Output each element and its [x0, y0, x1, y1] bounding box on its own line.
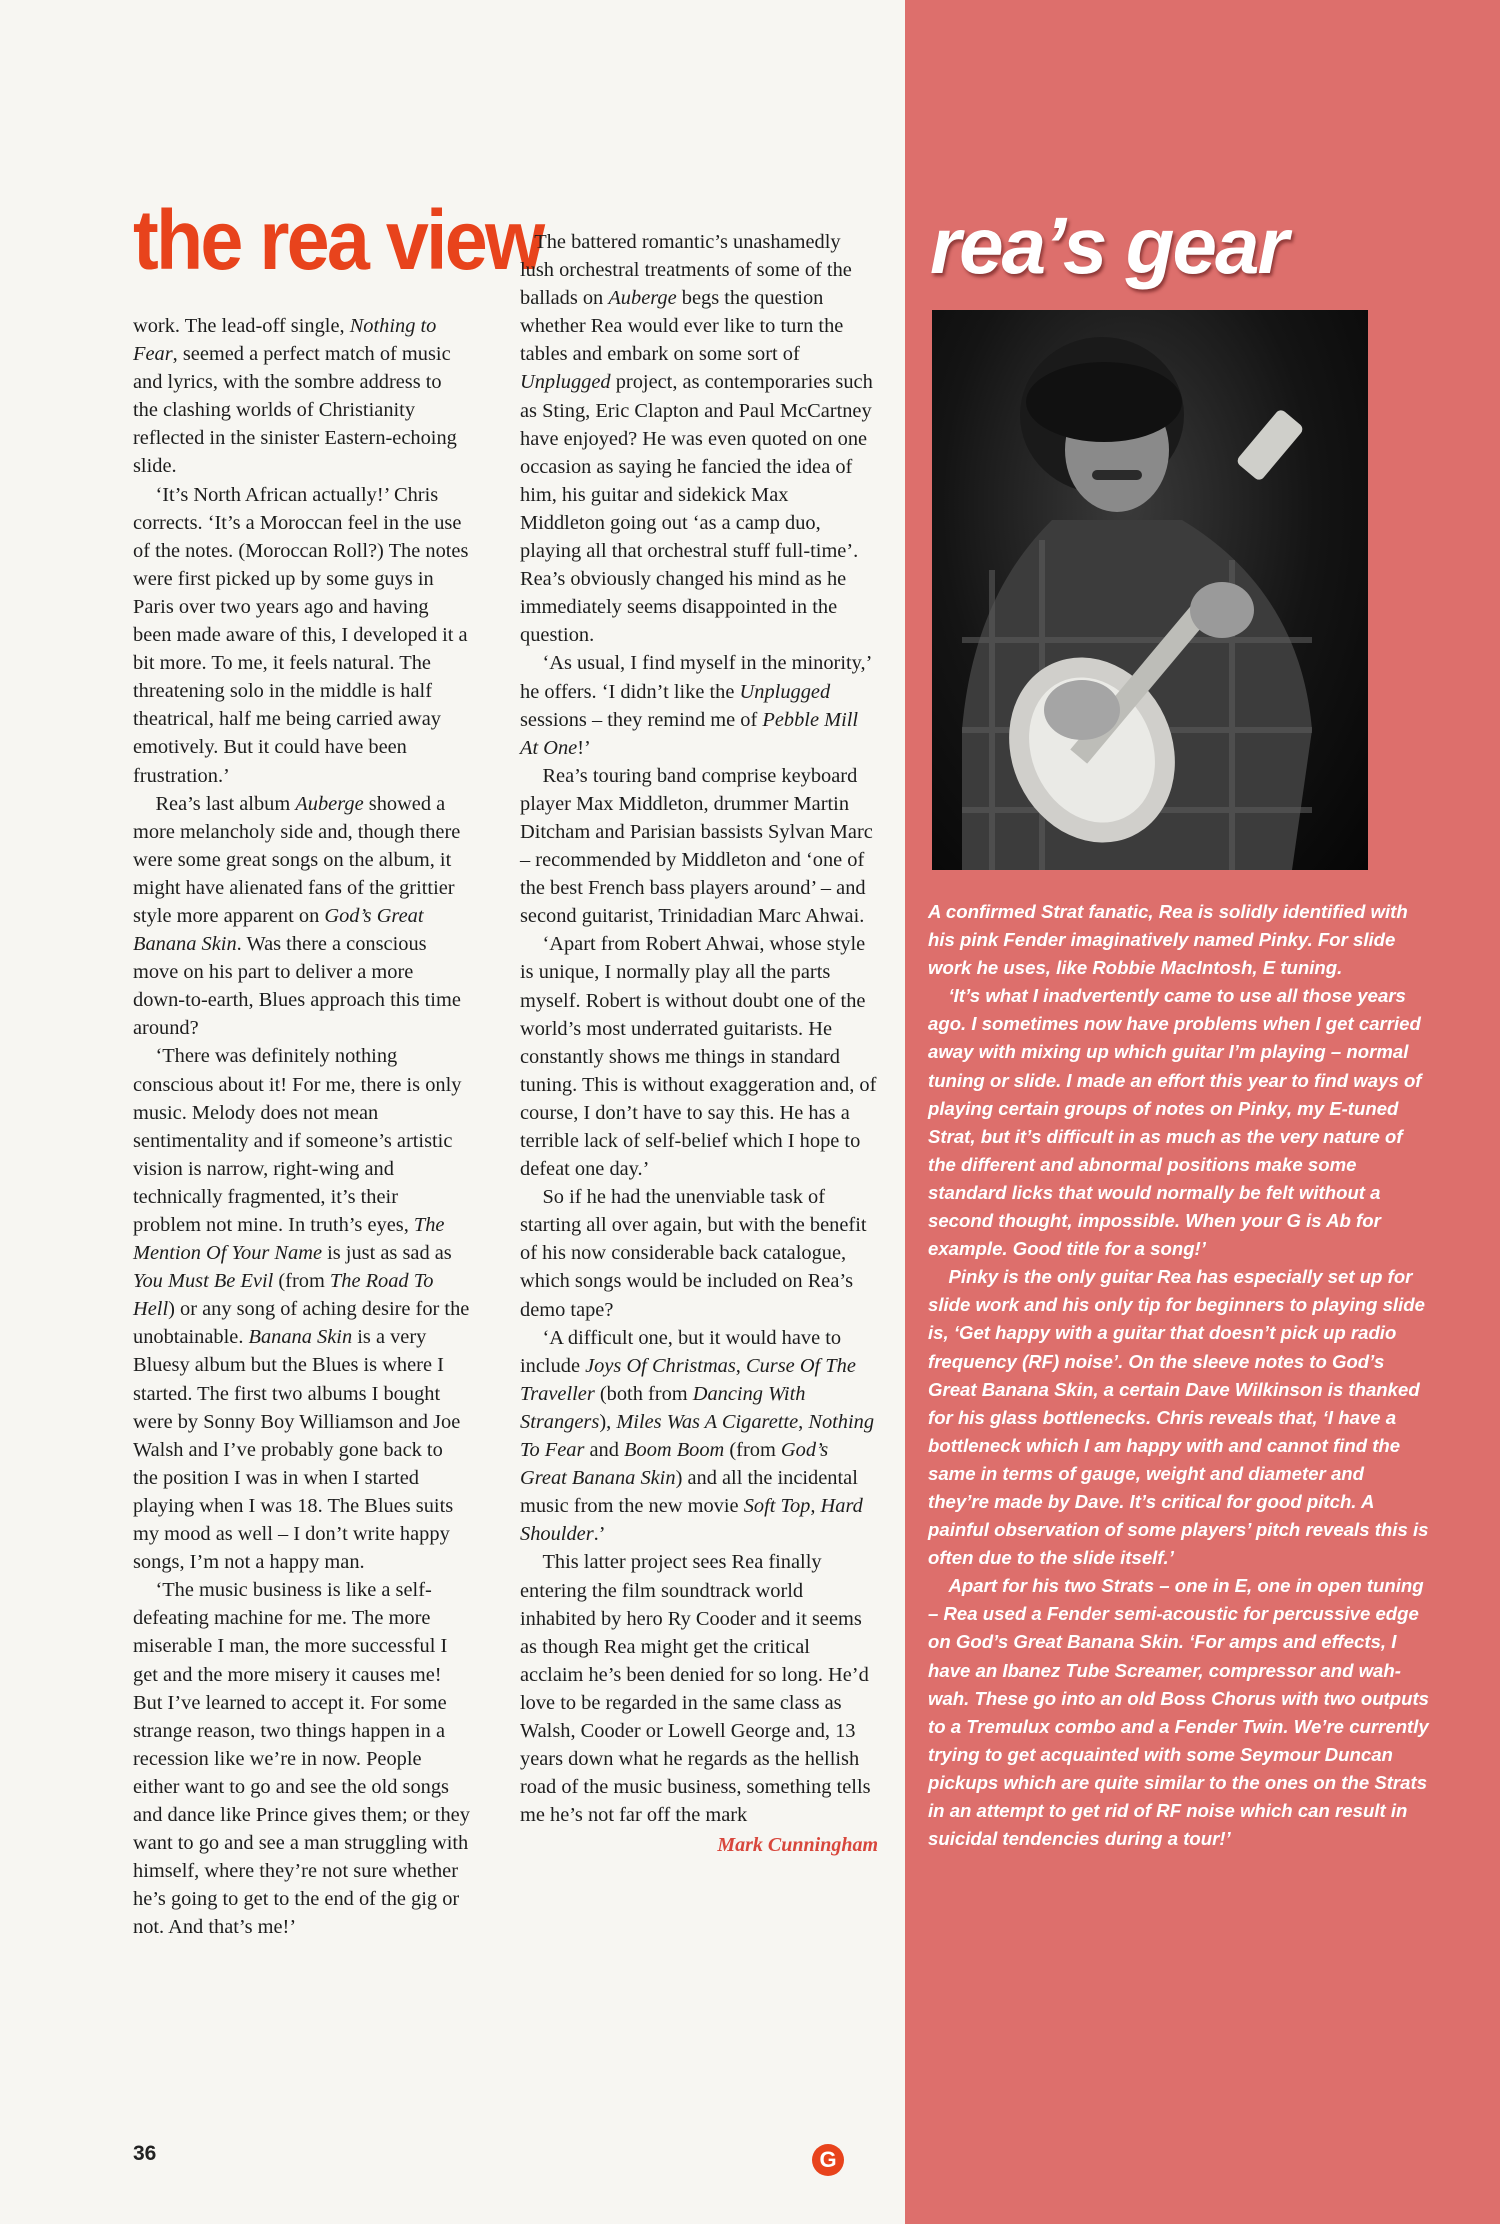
paragraph: ‘There was definitely nothing conscious about it! For me, there is only music. Melody does not mean sentimentality and if someone’s artistic vision is narrow, right-wing and technically fragmented, it’s their problem not mine. In truth’s eyes, The Mention Of Your Name is just as sad as You Must Be Evil (from The Road To Hell) or any song of aching desire for the unobtainable. Banana Skin is a very Bluesy album but the Blues is where I started. The first two albums I bought were by Sonny Boy Williamson and Joe Walsh and I’ve probably gone back to the position I was in when I started playing when I was 18. The Blues suits my mood as well – I don’t write happy songs, I’m not a happy man. [133, 1045, 470, 1574]
italic-title: Auberge [295, 792, 364, 815]
italic-title: Pebble Mill At One [520, 708, 859, 759]
paragraph: ‘Apart from Robert Ahwai, whose style is unique, I normally play all the parts myself. Robert is without doubt one of the world’s most underrated guitarists. He constantly shows me things in standard tuning. This is without exaggeration and, of course, I don’t have to say this. He has a terrible lack of self-belief which I hope to defeat one day.’ [520, 933, 877, 1181]
italic-title: God’s Great Banana Skin [520, 1439, 829, 1490]
paragraph: This latter project sees Rea finally entering the film soundtrack world inhabited by hero Ry Cooder and it seems as though Rea might get the critical acclaim he’s been denied for so long. He’d love to be regarded in the same class as Walsh, Cooder or Lowell George and, 13 years down what he regards as the hellish road of the music business, something tells me he’s not far off the mark [520, 1551, 871, 1827]
guitarist-photo-icon [932, 310, 1368, 870]
sidebar-paragraph: A confirmed Strat fanatic, Rea is solidly identified with his pink Fender imaginatively named Pinky. For slide work he uses, like Robbie MacIntosh, E tuning. [928, 901, 1408, 979]
paragraph: Rea’s touring band comprise keyboard player Max Middleton, drummer Martin Ditcham and Parisian bassists Sylvan Marc – recommended by Middleton and ‘one of the best French bass players around’ – and second guitarist, Trinidadian Marc Ahwai. [520, 764, 873, 928]
magazine-logo-icon: G [812, 2144, 844, 2176]
article-column-2 [520, 228, 878, 1859]
paragraph: Rea’s last album Auberge showed a more melancholy side and, though there were some great songs on the album, it might have alienated fans of the grittier style more apparent on God’s Great Banana Skin. Was there a conscious move on his part to deliver a more down-to-earth, Blues approach this time around? [133, 792, 461, 1040]
sidebar-paragraph: Pinky is the only guitar Rea has especially set up for slide work and his only tip for beginners to playing slide is, ‘Get happy with a guitar that doesn’t pick up radio frequency (RF) noise’. On the sleeve notes to God’s Great Banana Skin, a certain Dave Wilkinson is thanked for his glass bottlenecks. Chris reveals that, ‘I have a bottleneck which I am happy with and cannot find the same in terms of gauge, weight and diameter and they’re made by Dave. It’s critical for good pitch. A painful observation of some players’ pitch reveals this is often due to the slide itself.’ [928, 1266, 1429, 1569]
italic-title: Auberge [608, 287, 677, 310]
paragraph: ‘As usual, I find myself in the minority,’ he offers. ‘I didn’t like the Unplugged sessions – they remind me of Pebble Mill At One!’ [520, 652, 871, 759]
italic-title: Miles Was A Cigarette [616, 1410, 799, 1433]
italic-title: Banana Skin [248, 1326, 353, 1349]
paragraph: The battered romantic’s unashamedly lush orchestral treatments of some of the ballads on Auberge begs the question whether Rea would ever like to turn the tables and embark on some sort of Unplugged project, as contemporaries such as Sting, Eric Clapton and Paul McCartney have enjoyed? He was even quoted on one occasion as saying he fancied the idea of him, his guitar and sidekick Max Middleton going out ‘as a camp duo, playing all that orchestral stuff full-time’. Rea’s obviously changed his mind as he immediately seems disappointed in the question. [520, 231, 873, 647]
italic-title: Boom Boom [624, 1439, 725, 1462]
article-title: the rea view [133, 193, 543, 287]
paragraph: ‘It’s North African actually!’ Chris corrects. ‘It’s a Moroccan feel in the use of the notes. (Moroccan Roll?) The notes were first picked up by some guys in Paris over two years ago and having been made aware of this, I developed it a bit more. To me, it feels natural. The threatening solo in the middle is half theatrical, half me being carried away emotively. But it could have been frustration.’ [133, 483, 469, 787]
paragraph: ‘A difficult one, but it would have to include Joys Of Christmas, Curse Of The Traveller (both from Dancing With Strangers), Miles Was A Cigarette, Nothing To Fear and Boom Boom (from God’s Great Banana Skin) and all the incidental music from the new movie Soft Top, Hard Shoulder.’ [520, 1326, 875, 1546]
italic-title: God’s Great Banana Skin [133, 904, 424, 956]
italic-title: Curse Of The Traveller [520, 1354, 856, 1405]
author-byline: Mark Cunningham [717, 1834, 878, 1857]
italic-title: Nothing to Fear [133, 315, 437, 366]
page-number: 36 [133, 2142, 157, 2165]
italic-title: You Must Be Evil [133, 1270, 274, 1293]
sidebar-body [928, 898, 1430, 1853]
italic-title: Joys Of Christmas [585, 1354, 736, 1377]
italic-title: The Road To Hell [133, 1270, 434, 1321]
sidebar-paragraph: ‘It’s what I inadvertently came to use all those years ago. I sometimes now have problems when I get carried away with mixing up which guitar I’m playing – normal tuning or slide. I made an effort this year to find ways of playing certain groups of notes on Pinky, my E-tuned Strat, but it’s difficult in as much as the very nature of the different and abnormal positions make some standard licks that would normally be felt without a second thought, impossible. When your G is Ab for example. Good title for a song!’ [928, 985, 1422, 1260]
sidebar-paragraph: Apart for his two Strats – one in E, one in open tuning – Rea used a Fender semi-acoustic for percussive edge on God’s Great Banana Skin. ‘For amps and effects, I have an Ibanez Tube Screamer, compressor and wah-wah. These go into an old Boss Chorus with two outputs to a Tremulux combo and a Fender Twin. We’re currently trying to get acquainted with some Seymour Duncan pickups which are quite similar to the ones on the Strats in an attempt to get rid of RF noise which can result in suicidal tendencies during a tour!’ [928, 1575, 1429, 1850]
italic-title: The Mention Of Your Name [133, 1214, 445, 1265]
italic-title: Nothing To Fear [520, 1410, 875, 1462]
italic-title: Soft Top, Hard Shoulder [520, 1495, 863, 1546]
paragraph: work. The lead-off single, Nothing to Fear, seemed a perfect match of music and lyrics, with the sombre address to the clashing worlds of Christianity reflected in the sinister Eastern-echoing slide. [133, 315, 457, 478]
paragraph: ‘The music business is like a self-defeating machine for me. The more miserable I man, the more successful I get and the more misery it causes me! But I’ve learned to accept it. For some strange reason, two things happen in a recession like we’re in now. People either want to go and see the old songs and dance like Prince gives them; or they want to go and see a man struggling with himself, where they’re not sure whether he’s going to get to the end of the gig or not. And that’s me!’ [133, 1579, 470, 1939]
italic-title: Unplugged [520, 371, 611, 394]
italic-title: Dancing With Strangers [520, 1382, 806, 1433]
italic-title: Unplugged [739, 680, 831, 703]
paragraph: So if he had the unenviable task of starting all over again, but with the benefit of his now considerable back catalogue, which songs would be included on Rea’s demo tape? [520, 1186, 867, 1321]
sidebar-title: rea’s gear [930, 201, 1287, 290]
guitarist-photo [932, 310, 1368, 870]
article-column-1 [133, 312, 470, 1941]
